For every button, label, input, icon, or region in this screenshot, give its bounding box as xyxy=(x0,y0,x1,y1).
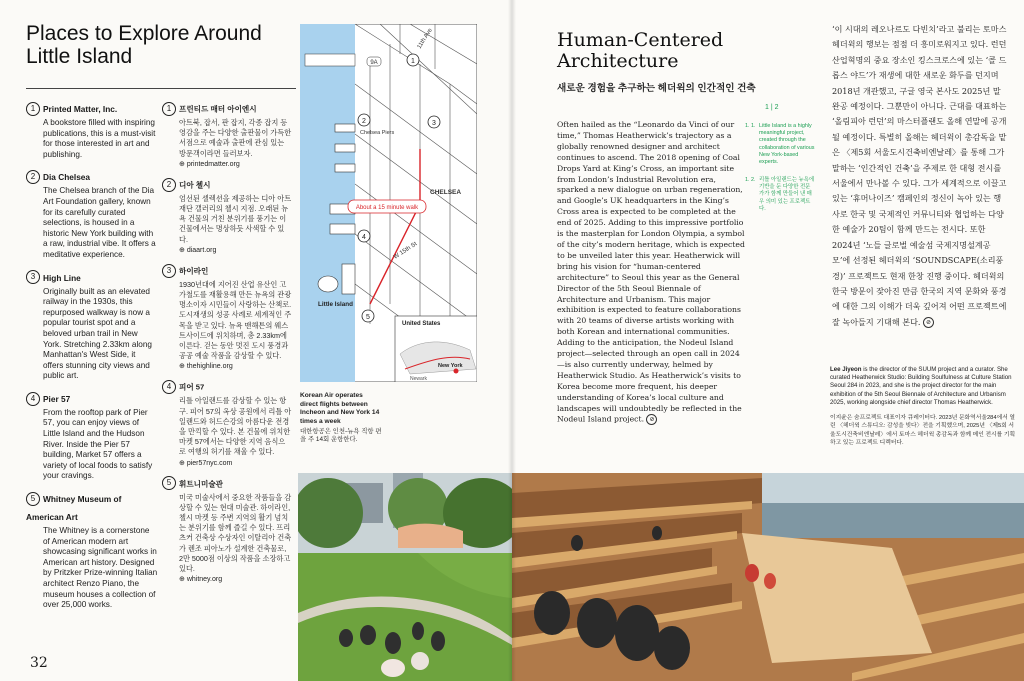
footnote-header: 1 | 2 xyxy=(765,104,779,111)
author-bio-ko: 이지윤은 숨프로젝트 대표이자 큐레이터다. 2023년 문화역서울284에서 열린 〈헤더윅 스튜디오: 감성을 빚다〉전을 기획했으며, 2025년 〈제5회 서울도시건축비엔날레〉에서 토마스 헤더윅 총감독과 함께 메인 전시를 기획하고 있는 프로젝트 디렉터다. xyxy=(830,415,1016,446)
inset-city-label: New York xyxy=(438,363,463,369)
marker-number: 4 xyxy=(362,234,366,241)
marker-number: 1 xyxy=(26,102,40,116)
website-link[interactable]: ⊕ diaart.org xyxy=(179,246,217,254)
place-description: Originally built as an elevated railway in the 1930s, this repurposed walkway is now a popular tourist spot and a beloved urban trail in New York. Stretching 2.33km along Manhattan's West Side, it offers stunning city views and public art. xyxy=(43,286,152,381)
marker-number: 2 xyxy=(362,118,366,125)
little-island-photo xyxy=(298,473,512,681)
island-label: Little Island xyxy=(318,301,353,308)
inset-country-label: United States xyxy=(402,321,441,327)
place-description: 아트북, 잡서, 판 잡지, 각종 잡지 등 영감을 주는 다양한 출판물이 가득한 서점으로 예술과 출판에 관심 있는 방문객이라면 들러보자. xyxy=(179,118,292,158)
marker-number: 4 xyxy=(26,392,40,406)
pier-label: Chelsea Piers xyxy=(360,130,395,136)
place-name: 프린티드 매터 아이엔시 xyxy=(179,104,257,114)
place-description: The Chelsea branch of the Dia Art Foundation gallery, known for its carefully curated selections, is housed in a historic New York building with a raw, industrial vibe. It offers a meditative experience. xyxy=(43,186,156,259)
marker-number: 2 xyxy=(26,170,40,184)
place-name: Pier 57 xyxy=(43,393,71,404)
list-item xyxy=(26,390,158,482)
page-title: Places to Explore Around Little Island xyxy=(26,22,262,68)
map-caption-en: Korean Air operates direct flights between Incheon and New York 14 times a week xyxy=(300,392,380,425)
article-body-ko: ‘이 시대의 레오나르도 다빈치’라고 불리는 토마스 헤더윅의 행보는 점점 더 흥미로워지고 있다. 런던 산업혁명의 중요 장소인 킹스크로스에 있는 ‘콜 드롭스 야드’가 재생에 대한 새로운 화두를 던지며 2018년 개관했고, 구글 영국 본사도 2025년 말 완공 예정이다. 그뿐만이 아니다. 근대를 대표하는 ‘올림피아 런던’의 마스터플랜도 올해 연말에 공개될 예정이다. 특별히 올해는 헤더윅이 총감독을 맡은 〈제5회 서울도시건축비엔날레〉를 통해 그가 말하는 ‘인간적인 건축’을 주제로 한 대형 전시를 서울에서 만나볼 수 있다. 그가 세계적으로 이끌고 있는 ‘휴머나이즈’ 캠페인의 정신이 녹아 있는 행사로 한국 및 국제적인 커뮤니티와 협업하는 다양한 예술가 20팀이 함께 만드는 전시다. 또한 2024년 ‘노들 글로벌 예술섬 국제지명설계공모’에 선정된 헤더윅의 ‘SOUNDSCAPE(소리풍경)’ 프로젝트도 현재 한창 진행 중이다. 헤더윅의 한국 방문이 잦아진 만큼 한국의 지역 문화와 풍경에 대한 그의 이해가 더욱 깊어져 어떤 프로젝트에 잘 녹아들지 기대해 본다. ⊘ xyxy=(832,24,1007,327)
article-title: Human-Centered Architecture xyxy=(557,29,724,72)
marker-number: 3 xyxy=(432,120,436,127)
place-description: The Whitney is a cornerstone of American modern art showcasing significant works in American art history. Designed by Pritzker Prize-winning Italian architect Renzo Piano, the museum houses a collection of over 25,000 works. xyxy=(43,526,158,610)
place-name: Dia Chelsea xyxy=(43,172,91,183)
list-item xyxy=(26,168,158,260)
list-item xyxy=(162,176,292,254)
marker-number: 5 xyxy=(366,314,370,321)
neighborhood-label: CHELSEA xyxy=(430,189,462,196)
end-mark-icon: ⊘ xyxy=(923,317,934,328)
place-name: Whitney Museum of American Art xyxy=(26,493,122,522)
list-item xyxy=(162,378,292,466)
inset-map xyxy=(395,316,477,382)
marker-number: 3 xyxy=(162,264,176,278)
amphitheater-photo xyxy=(512,473,1024,681)
marker-number: 2 xyxy=(162,178,176,192)
list-item xyxy=(162,262,292,371)
places-list-en xyxy=(26,100,158,619)
list-item xyxy=(26,100,158,160)
place-name: Printed Matter, Inc. xyxy=(43,103,118,114)
list-item xyxy=(26,269,158,382)
website-link[interactable]: ⊕ whitney.org xyxy=(179,576,223,584)
title-divider xyxy=(26,88,296,89)
article-subtitle-ko: 새로운 경험을 추구하는 헤더윅의 인간적인 건축 xyxy=(557,83,756,94)
marker-number: 4 xyxy=(162,380,176,394)
place-description: From the rooftop park of Pier 57, you can enjoy views of Little Island and the Hudson River. Inside the Pier 57 building, Market 57 offers a variety of local foods to satisfy your cravings. xyxy=(43,407,153,481)
map-caption-ko: 대한항공은 인천-뉴욕 직항 편을 주 14회 운항한다. xyxy=(300,428,382,444)
hudson-river xyxy=(300,24,355,382)
place-name: High Line xyxy=(43,272,81,283)
footnote-ko: 1. 2. 리틀 아일랜드는 뉴욕에 기반을 둔 다양한 전문가가 함께 만들어 낸 매우 의미 있는 프로젝트다. xyxy=(745,177,815,212)
book-gutter xyxy=(508,0,516,681)
end-mark-icon: ⊘ xyxy=(646,414,657,425)
walk-time-label: About a 15 minute walk xyxy=(355,205,419,211)
route-label: 9A xyxy=(370,60,378,66)
page-number: 32 xyxy=(30,655,48,671)
list-item xyxy=(162,475,292,584)
article-body-en: Often hailed as the “Leonardo da Vinci of our time,” Thomas Heatherwick’s trajectory as a globally renowned designer and architect continues to ascend. The 2018 opening of Coal Drops Yard at King’s Cross, an important site from London’s Industrial Revolution era, sparked a new dialogue on urban regeneration, and Google’s UK headquarters in the King’s Cross area is expected to be completed at the end of 2025. Adding to this impressive portfolio is the masterplan for London Olympia, a symbol of the city’s modern heritage, which is expected to be unveiled later this year. Heatherwick will bring his vision for “human-centered architecture” to Seoul this year as the General Director of the 5th Seoul Biennale of Architecture and Urbanism. This major exhibition is expected to feature collaborations with 20 teams of diverse artists working with both Korean and international communities. Adding to the anticipation, the Nodeul Island project—selected through an open call in 2024—is also currently underway, helmed by Heatherwick Studio. As Heatherwick’s visits to Korea become more frequent, his deeper understanding of Korea’s local culture and landscapes will undoubtedly be reflected in the Nodeul Island project. ⊘ xyxy=(557,120,745,424)
place-description: 리틀 아일랜드를 감상할 수 있는 항구. 피어 57의 옥상 공원에서 리틀 아일랜드와 허드슨강의 아름다운 전경을 만끽할 수 있다. 본 건물에 위치한 마켓 57에서는 다양한 지역 음식으로 여행의 허기를 채울 수 있다. xyxy=(179,396,292,457)
list-item xyxy=(162,100,292,168)
place-name: 디아 첼시 xyxy=(179,180,211,190)
website-link[interactable]: ⊕ pier57nyc.com xyxy=(179,459,233,467)
marker-number: 5 xyxy=(26,492,40,506)
place-name: 휘트니미술관 xyxy=(179,478,224,488)
website-link[interactable]: ⊕ printedmatter.org xyxy=(179,160,240,168)
footnote-en: 1. 1. Little Island is a highly meaningful project, created through the collaboration of various New York-based experts. xyxy=(745,123,815,166)
author-bio-en: Lee Jiyeon is the director of the SUUM project and a curator. She curated Heatherwick Studio: Building Soulfulness at Culture Station Seoul 284 in 2023, and she is the project director for the main exhibition of the 5th Seoul Biennale of Architecture and Urbanism 2025, working alongside chief director Thomas Heatherwick. xyxy=(830,366,1012,406)
marker-number: 1 xyxy=(411,58,415,65)
place-name: 피어 57 xyxy=(179,382,205,392)
avenue-label: 11th Ave xyxy=(416,27,434,51)
area-map[interactable] xyxy=(300,24,477,382)
marker-number: 5 xyxy=(162,476,176,490)
marker-number: 3 xyxy=(26,270,40,284)
places-list-ko xyxy=(162,100,292,591)
inset-newark-label: Newark xyxy=(410,376,427,382)
right-page xyxy=(512,0,1024,681)
place-description: 미국 미술사에서 중요한 작품들을 감상할 수 있는 현대 미술관. 하이라인, 첼시 마켓 등 주변 지역의 활기 넘치는 분위기를 함께 즐길 수 있다. 프리츠커 건축상 수상자인 이탈리아 건축가 렌조 피아노가 설계한 건축물로, 2만 5000점 이상의 작품을 소장하고 있다. xyxy=(179,492,292,574)
place-description: 엄선된 셀렉션을 제공하는 디아 아트 재단 갤러리의 첼시 지점. 오래된 뉴욕 건물의 거친 분위기를 풍기는 이 건물에서는 명상하듯 사색할 수 있다. xyxy=(179,193,292,244)
street-label: W 15th St xyxy=(392,241,419,261)
place-description: 1930년대에 지어진 산업 유산인 고가철도를 재활용해 만든 뉴욕의 관광 명소이자 시민들이 사랑하는 산책로. 도시재생의 성공 사례로 세계적인 주목을 받고 있다. 뉴욕 맨해튼의 웨스트사이드에 위치하며, 총 2.33km에 이른다. 걷는 동안 멋진 도시 풍경과 공공 예술 작품을 감상할 수 있다. xyxy=(179,279,292,361)
place-name: 하이라인 xyxy=(179,266,209,276)
website-link[interactable]: ⊕ thehighline.org xyxy=(179,363,233,371)
marker-number: 1 xyxy=(162,102,176,116)
list-item xyxy=(26,490,158,611)
place-description: A bookstore filled with inspiring publications, this is a must-visit for those interested in art and publishing. xyxy=(43,118,156,159)
